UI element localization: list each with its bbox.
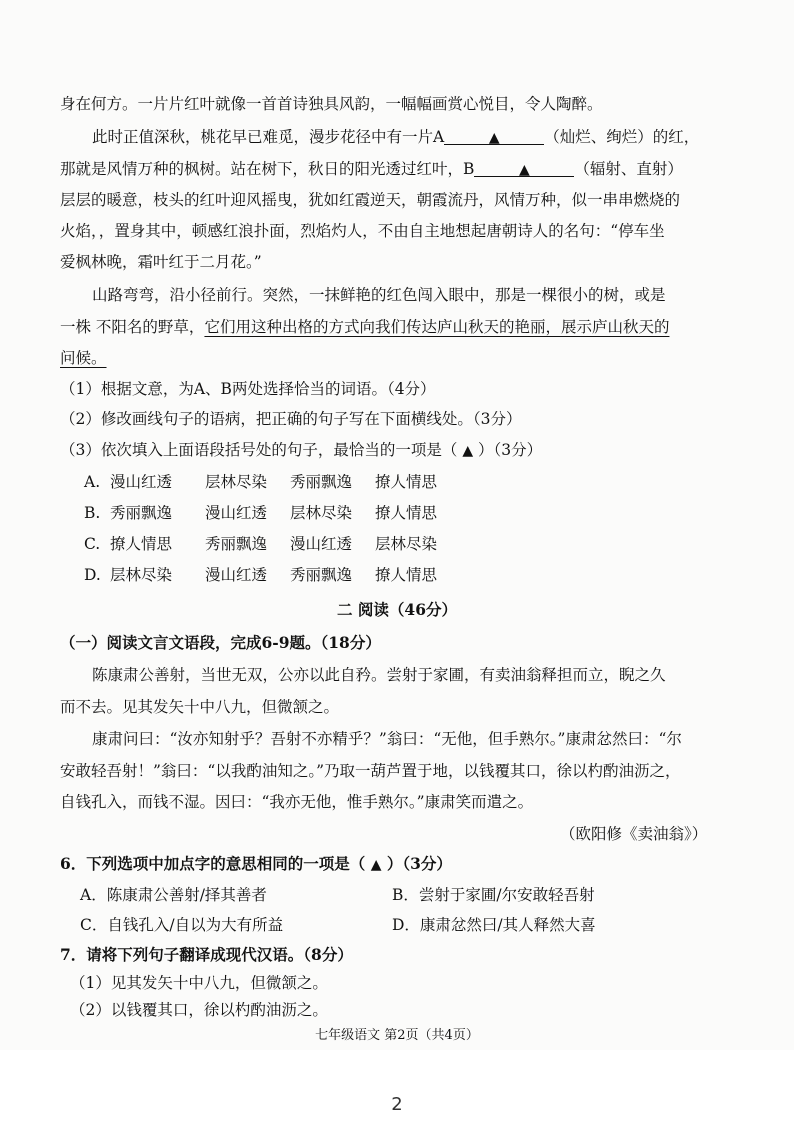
option-phrase: 漫山红透 bbox=[290, 535, 353, 553]
triangle-marker-icon: ▲ bbox=[370, 857, 382, 873]
question-3 bbox=[60, 439, 542, 462]
text-span: （3）依次填入上面语段括号处的句子，最恰当的一项是（ bbox=[60, 441, 458, 459]
underlined-sentence: 它们用这种出格的方式向我们传达庐山秋天的艳丽，展示庐山秋天的 bbox=[204, 318, 670, 336]
question-2: （2）修改画线句子的语病，把正确的句子写在下面横线处。（3分） bbox=[60, 410, 522, 428]
option-6d: D．康肃忿然曰/其人释然大喜 bbox=[392, 916, 596, 934]
option-letter: D. bbox=[84, 566, 101, 584]
text-span: ）（3分） bbox=[386, 854, 452, 873]
answer-blank-a bbox=[444, 126, 544, 145]
text-span: （辐射、直射） bbox=[574, 160, 683, 178]
answer-blank-b bbox=[474, 158, 574, 177]
option-phrase: 秀丽飘逸 bbox=[290, 473, 353, 491]
option-letter: C. bbox=[84, 535, 101, 553]
source-citation: （欧阳修《卖油翁》） bbox=[560, 825, 708, 843]
text-span: 此时正值深秋，桃花早已难觅，漫步花径中有一片A bbox=[92, 128, 445, 146]
text-line bbox=[60, 316, 669, 338]
section-heading: 二 阅读（46分） bbox=[337, 600, 457, 619]
text-span: （灿烂、绚烂）的红， bbox=[544, 128, 700, 146]
part-heading: （一）阅读文言文语段，完成6-9题。（18分） bbox=[60, 633, 381, 652]
text-line: 爱枫林晚，霜叶红于二月花。” bbox=[60, 253, 262, 271]
text-line: 层层的暖意，枝头的红叶迎风摇曳，犹如红霞逆天，朝霞流丹，风情万种，似一串串燃烧的 bbox=[60, 191, 681, 209]
text-line: 山路弯弯，沿小径前行。突然，一抹鲜艳的红色闯入眼中，那是一棵很小的树，或是 bbox=[92, 286, 666, 304]
option-phrase: 撩人情思 bbox=[110, 535, 173, 553]
classical-text-line: 自钱孔入，而钱不湿。因曰：“我亦无他，惟手熟尔。”康肃笑而遣之。 bbox=[60, 793, 534, 811]
text-line: 火焰，，置身其中，顿感红浪扑面，烈焰灼人，不由自主地想起唐朝诗人的名句：“停车坐 bbox=[60, 222, 665, 240]
triangle-marker-icon: ▲ bbox=[462, 443, 474, 459]
option-6c: C．自钱孔入/自以为大有所益 bbox=[80, 916, 284, 934]
triangle-marker-icon: ▲ bbox=[519, 162, 530, 178]
option-phrase: 撩人情思 bbox=[375, 473, 438, 491]
option-phrase: 层林尽染 bbox=[110, 566, 173, 584]
triangle-marker-icon: ▲ bbox=[488, 130, 500, 146]
page-number: 2 bbox=[391, 1094, 403, 1115]
option-phrase: 秀丽飘逸 bbox=[205, 535, 268, 553]
text-span: 6．下列选项中加点字的意思相同的一项是（ bbox=[60, 854, 366, 873]
question-6 bbox=[60, 853, 452, 876]
classical-text-line: 康肃问曰：“汝亦知射乎？吾射不亦精乎？”翁曰：“无他，但手熟尔。”康肃忿然曰：“尔 bbox=[92, 730, 682, 748]
text-span: 一株 不阳名的野草， bbox=[60, 318, 205, 336]
text-line: 身在何方。一片片红叶就像一首首诗独具风韵，一幅幅画赏心悦目，令人陶醉。 bbox=[60, 95, 603, 113]
page-footer: 七年级语文 第2页（共4页） bbox=[315, 1028, 479, 1043]
option-phrase: 层林尽染 bbox=[205, 473, 268, 491]
option-letter: B. bbox=[84, 504, 101, 522]
option-phrase: 漫山红透 bbox=[205, 566, 268, 584]
text-line bbox=[60, 158, 683, 180]
classical-text-line: 陈康肃公善射，当世无双，公亦以此自矜。尝射于家圃，有卖油翁释担而立，睨之久 bbox=[92, 666, 666, 684]
option-phrase: 层林尽染 bbox=[375, 535, 438, 553]
option-6b: B．尝射于家圃/尔安敢轻吾射 bbox=[392, 886, 595, 904]
option-phrase: 撩人情思 bbox=[375, 504, 438, 522]
classical-text-line: 而不去。见其发矢十中八九，但微颔之。 bbox=[60, 698, 340, 716]
option-phrase: 层林尽染 bbox=[290, 504, 353, 522]
option-phrase: 秀丽飘逸 bbox=[110, 504, 173, 522]
question-7-item: （1）见其发矢十中八九，但微颔之。 bbox=[70, 974, 328, 992]
question-7-item: （2）以钱覆其口，徐以杓酌油沥之。 bbox=[70, 1001, 328, 1019]
option-6a: A．陈康肃公善射/择其善者 bbox=[80, 886, 267, 904]
text-span: ）（3分） bbox=[478, 441, 543, 459]
option-phrase: 漫山红透 bbox=[205, 504, 268, 522]
option-phrase: 撩人情思 bbox=[375, 566, 438, 584]
question-1: （1）根据文意，为A、B两处选择恰当的词语。（4分） bbox=[60, 380, 436, 398]
underlined-sentence-end: 问候。 bbox=[60, 349, 107, 367]
option-letter: A. bbox=[84, 473, 101, 491]
text-span: 那就是风情万种的枫树。站在树下，秋日的阳光透过红叶，B bbox=[60, 160, 475, 178]
text-line bbox=[92, 126, 699, 148]
option-phrase: 秀丽飘逸 bbox=[290, 566, 353, 584]
classical-text-line: 安敢轻吾射！”翁曰：“以我酌油知之。”乃取一葫芦置于地，以钱覆其口，徐以杓酌油沥之， bbox=[60, 762, 681, 780]
option-phrase: 漫山红透 bbox=[110, 473, 173, 491]
question-7: 7．请将下列句子翻译成现代汉语。（8分） bbox=[60, 945, 353, 964]
